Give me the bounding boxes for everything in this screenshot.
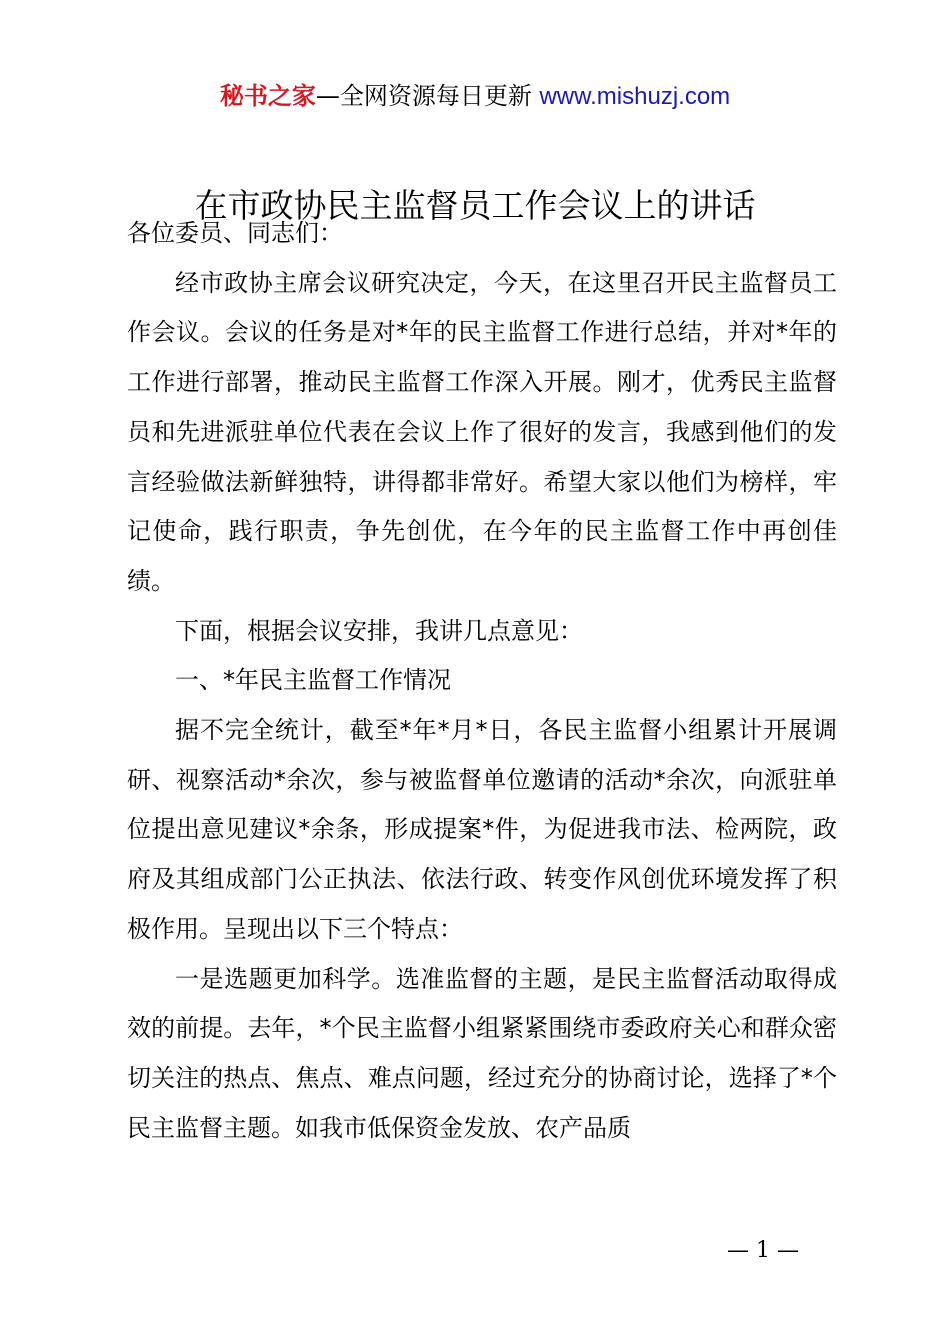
section-heading: 一、*年民主监督工作情况 <box>175 666 451 695</box>
page-number: — 1 — <box>727 1238 799 1263</box>
greeting-line: 各位委员、同志们： <box>127 219 343 247</box>
document-title: 在市政协民主监督员工作会议上的讲话 <box>194 186 756 225</box>
site-slogan: —全网资源每日更新 <box>315 82 532 110</box>
site-url-link[interactable]: www.mishuzj.com <box>539 83 731 110</box>
site-brand: 秘书之家 <box>219 82 316 110</box>
document-body <box>127 209 837 1153</box>
paragraph: 据不完全统计，截至*年*月*日，各民主监督小组累计开展调研、视察活动*余次，参与被监督单位邀请的活动*余次，向派驻单位提出意见建议*余条，形成提案*件，为促进我市法、检两院，政府及其组成部门公正执法、依法行政、转变作风创优环境发挥了积极作用。呈现出以下三个特点： <box>127 716 837 943</box>
paragraph: 经市政协主席会议研究决定，今天，在这里召开民主监督员工作会议。会议的任务是对*年的民主监督工作进行总结，并对*年的工作进行部署，推动民主监督工作深入开展。刚才，优秀民主监督员和先进派驻单位代表在会议上作了很好的发言，我感到他们的发言经验做法新鲜独特，讲得都非常好。希望大家以他们为榜样，牢记使命，践行职责，争先创优，在今年的民主监督工作中再创佳绩。 <box>127 268 837 595</box>
paragraph: 一是选题更加科学。选准监督的主题，是民主监督活动取得成效的前提。去年，*个民主监督小组紧紧围绕市委政府关心和群众密切关注的热点、焦点、难点问题，经过充分的协商讨论，选择了*个民主监督主题。如我市低保资金发放、农产品质 <box>127 964 837 1142</box>
site-header <box>0 78 950 115</box>
paragraph: 下面，根据会议安排，我讲几点意见： <box>175 616 583 645</box>
